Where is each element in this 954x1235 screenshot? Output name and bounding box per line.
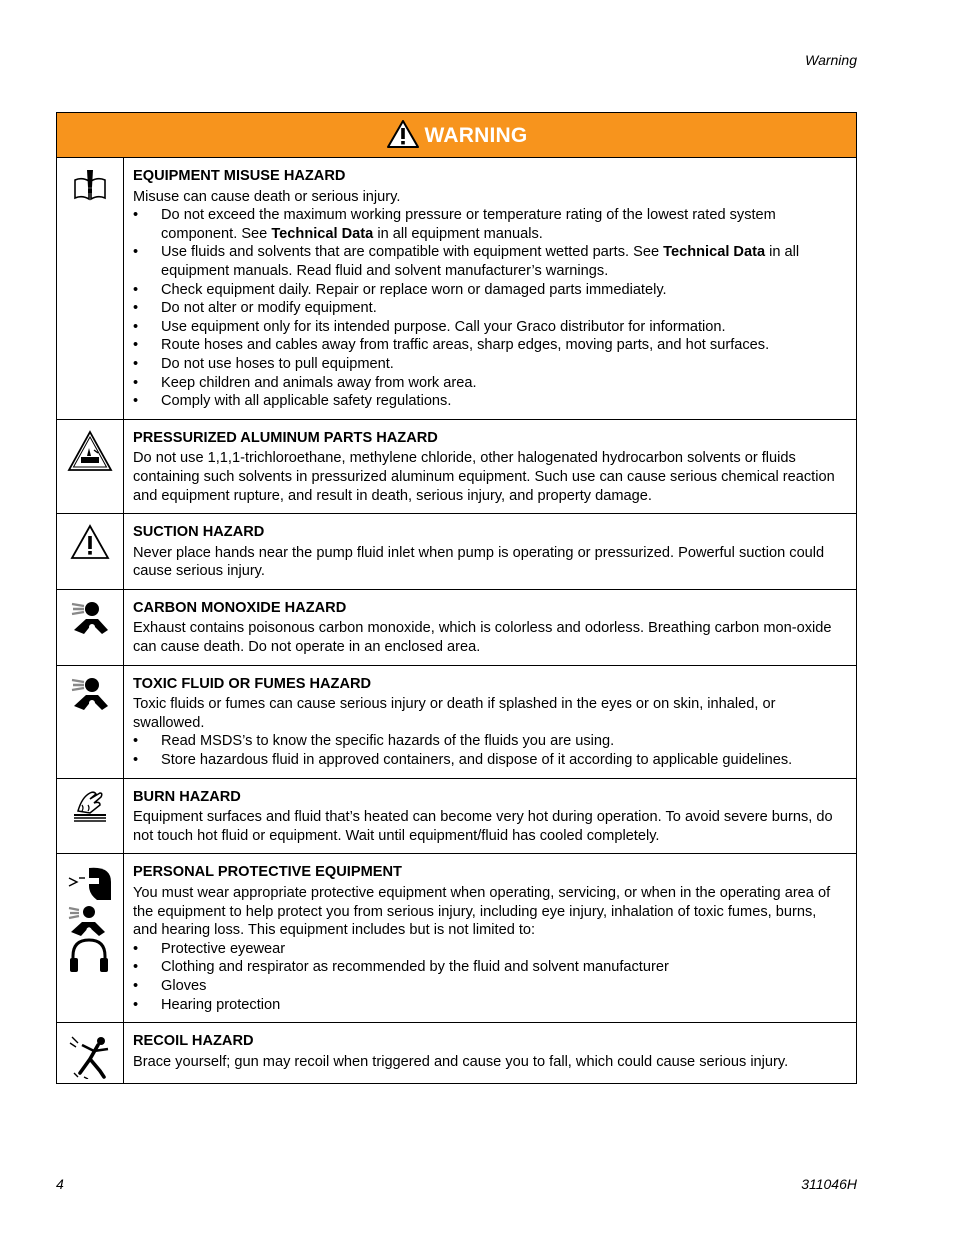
list-item bbox=[133, 299, 844, 318]
hazard-row bbox=[57, 1023, 856, 1083]
list-item-text: Keep children and animals away from work area. bbox=[161, 374, 477, 391]
list-item-text: Comply with all applicable safety regulations. bbox=[161, 393, 452, 410]
hazard-text-cell bbox=[124, 590, 856, 665]
hazard-row bbox=[57, 666, 856, 779]
list-item bbox=[133, 355, 844, 374]
list-item-text: Read MSDS’s to know the specific hazards of the fluids you are using. bbox=[161, 733, 615, 750]
list-item bbox=[133, 732, 844, 751]
hazard-icon-cell bbox=[57, 1023, 124, 1083]
hazard-row bbox=[57, 854, 856, 1023]
warning-table bbox=[56, 112, 857, 1084]
hazard-icon-cell bbox=[57, 590, 124, 665]
list-item-text: Store hazardous fluid in approved containers, and dispose of it according to applicable guidelines. bbox=[161, 752, 793, 769]
list-item bbox=[133, 977, 844, 996]
hazard-description: Never place hands near the pump fluid inlet when pump is operating or pressurized. Powerful suction could cause serious injury. bbox=[133, 544, 825, 580]
hazard-icon-cell bbox=[57, 779, 124, 854]
document-number: 311046H bbox=[801, 1176, 857, 1192]
list-item-text: Do not alter or modify equipment. bbox=[161, 300, 377, 317]
hazard-row bbox=[57, 779, 856, 855]
list-item bbox=[133, 281, 844, 300]
hazard-text-cell bbox=[124, 854, 856, 1022]
list-item-text: in all equipment manuals. Read fluid and solvent manufacturer’s warnings. bbox=[161, 244, 800, 279]
hazard-row bbox=[57, 590, 856, 666]
list-item-text: Do not exceed the maximum working pressure or temperature rating of the lowest rated system component. See bbox=[161, 207, 776, 242]
hazard-title: RECOIL HAZARD bbox=[133, 1033, 254, 1050]
list-item-text: Route hoses and cables away from traffic areas, sharp edges, moving parts, and hot surfaces. bbox=[161, 337, 770, 354]
list-item bbox=[133, 996, 844, 1015]
hazard-description: You must wear appropriate protective equipment when operating, servicing, or when in the operating area of the equipment to help protect you from serious injury, including eye injury, inhalation of toxic fumes, burns, and hearing loss. This equipment includes but is not limited to: bbox=[133, 885, 831, 939]
hazard-icon-cell bbox=[57, 158, 124, 419]
list-item-text: Do not use hoses to pull equipment. bbox=[161, 355, 394, 372]
hazard-text-cell bbox=[124, 514, 856, 589]
hazard-row bbox=[57, 158, 856, 420]
chemical-reaction-warning-icon bbox=[67, 430, 113, 476]
hazard-description: Toxic fluids or fumes can cause serious injury or death if splashed in the eyes or on skin, inhaled, or swallowed. bbox=[133, 696, 776, 731]
hazard-icon-cell bbox=[57, 420, 124, 513]
ppe-stack-icon bbox=[67, 864, 113, 980]
general-warning-icon bbox=[70, 524, 110, 564]
hazard-text-cell bbox=[124, 158, 856, 419]
hazard-icon-cell bbox=[57, 514, 124, 589]
fumes-person-icon bbox=[70, 676, 110, 716]
hazard-list bbox=[133, 732, 844, 769]
fumes-person-icon bbox=[70, 600, 110, 640]
hazard-description: Equipment surfaces and fluid that’s heated can become very hot during operation. To avoid severe burns, do not touch hot fluid or equipment. Wait until equipment/fluid has cooled completely. bbox=[133, 809, 833, 844]
list-item-text: Use equipment only for its intended purpose. Call your Graco distributor for information. bbox=[161, 318, 726, 335]
warning-banner bbox=[57, 113, 856, 158]
list-item-text: Gloves bbox=[161, 977, 207, 994]
hazard-list bbox=[133, 206, 844, 411]
list-item bbox=[133, 958, 844, 977]
hazard-icon-cell bbox=[57, 854, 124, 1022]
list-item bbox=[133, 243, 844, 280]
hot-surface-hand-icon bbox=[70, 789, 110, 827]
hazard-title: TOXIC FLUID OR FUMES HAZARD bbox=[133, 675, 372, 692]
hazard-title: BURN HAZARD bbox=[133, 788, 241, 805]
warning-triangle-icon bbox=[386, 119, 425, 154]
hazard-row bbox=[57, 420, 856, 514]
recoil-person-icon bbox=[68, 1033, 112, 1083]
list-item bbox=[133, 940, 844, 959]
hazard-row bbox=[57, 514, 856, 590]
bold-reference: Technical Data bbox=[271, 225, 374, 242]
hazard-title: SUCTION HAZARD bbox=[133, 524, 265, 541]
list-item-text: Use fluids and solvents that are compatible with equipment wetted parts. See bbox=[161, 244, 664, 261]
hazard-description: Brace yourself; gun may recoil when triggered and cause you to fall, which could cause serious injury. bbox=[133, 1053, 789, 1070]
list-item bbox=[133, 318, 844, 337]
running-head: Warning bbox=[805, 52, 857, 68]
hazard-text-cell bbox=[124, 420, 856, 513]
hazard-text-cell bbox=[124, 1023, 856, 1083]
hazard-description: Do not use 1,1,1-trichloroethane, methylene chloride, other halogenated hydrocarbon solvents or fluids containing such solvents in pressurized aluminum equipment. Such use can cause serious chemical reaction and equipment rupture, and result in death, serious injury, and property damage. bbox=[133, 450, 835, 504]
hazard-title: EQUIPMENT MISUSE HAZARD bbox=[133, 168, 346, 184]
hazard-description: Misuse can cause death or serious injury. bbox=[133, 188, 401, 205]
list-item bbox=[133, 206, 844, 243]
hazard-list bbox=[133, 940, 844, 1014]
read-manual-icon bbox=[73, 168, 107, 206]
list-item bbox=[133, 336, 844, 355]
warning-title: WARNING bbox=[424, 124, 528, 147]
hazard-description: Exhaust contains poisonous carbon monoxide, which is colorless and odorless. Breathing carbon mon-oxide can cause death. Do not operate in an enclosed area. bbox=[133, 620, 832, 656]
page-number: 4 bbox=[56, 1176, 64, 1192]
hazard-text-cell bbox=[124, 779, 856, 854]
bold-reference: Technical Data bbox=[663, 244, 766, 261]
list-item bbox=[133, 392, 844, 411]
hazard-text-cell bbox=[124, 666, 856, 778]
list-item bbox=[133, 374, 844, 393]
list-item-text: Clothing and respirator as recommended by the fluid and solvent manufacturer bbox=[161, 959, 669, 976]
hazard-title: CARBON MONOXIDE HAZARD bbox=[133, 599, 347, 616]
list-item bbox=[133, 751, 844, 770]
list-item-text: Hearing protection bbox=[161, 996, 281, 1013]
hazard-icon-cell bbox=[57, 666, 124, 778]
hazard-title: PRESSURIZED ALUMINUM PARTS HAZARD bbox=[133, 429, 438, 446]
list-item-text: Check equipment daily. Repair or replace worn or damaged parts immediately. bbox=[161, 281, 667, 298]
list-item-text: in all equipment manuals. bbox=[373, 225, 543, 242]
list-item-text: Protective eyewear bbox=[161, 940, 286, 957]
hazard-title: PERSONAL PROTECTIVE EQUIPMENT bbox=[133, 864, 402, 881]
